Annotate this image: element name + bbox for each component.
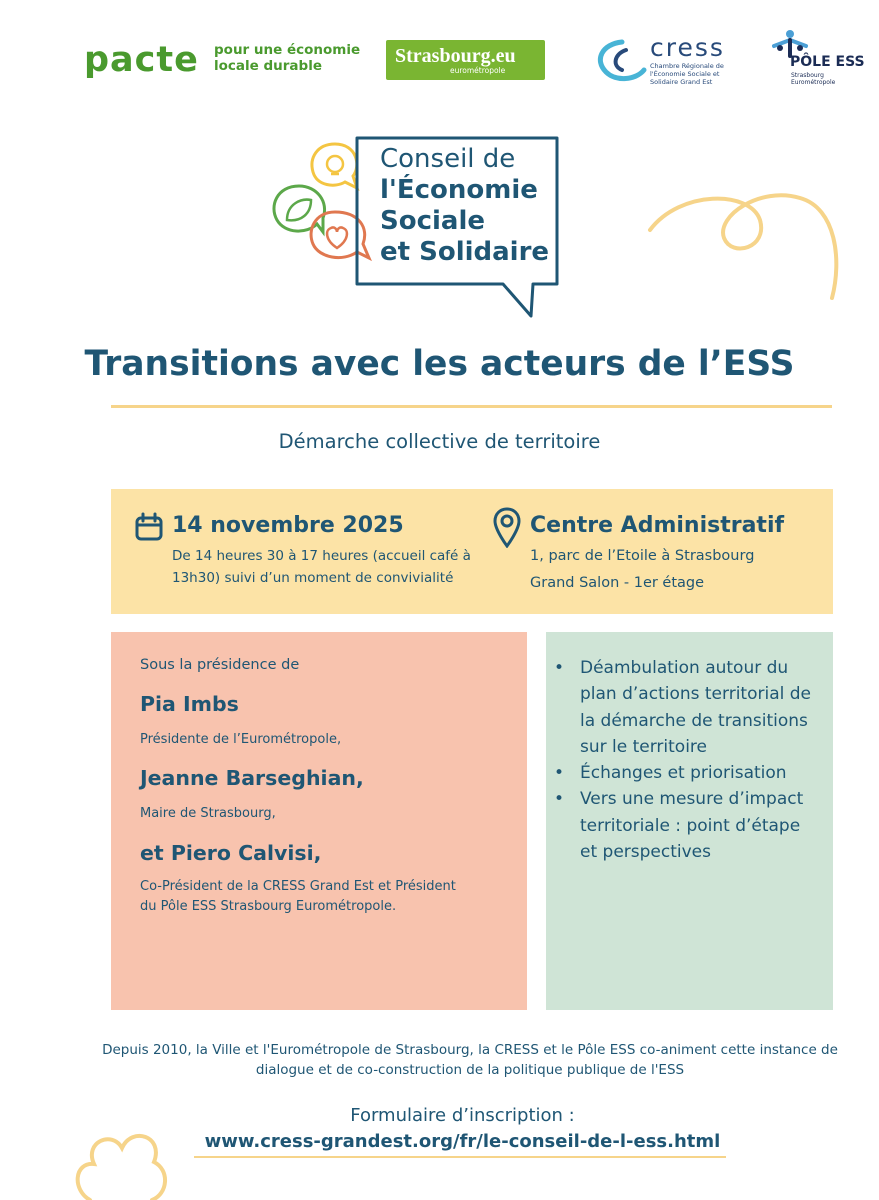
bullet-icon: • — [554, 658, 565, 678]
event-date: 14 novembre 2025 — [172, 513, 404, 538]
council-title — [380, 144, 560, 268]
pole-ess-logo-subtext: Strasbourg Eurométropole — [791, 72, 836, 86]
person-role-3: Co-Président de la CRESS Grand Est et Président du Pôle ESS Strasbourg Eurométropole. — [140, 879, 456, 914]
council-title-line3: Sociale — [380, 206, 486, 236]
strasbourg-logo-subtext: eurométropole — [450, 66, 506, 75]
bullet-icon: • — [554, 789, 565, 810]
cress-swirl-icon — [592, 38, 648, 86]
cress-logo: cress — [650, 33, 725, 62]
footer-description: Depuis 2010, la Ville et l'Eurométropole de Strasbourg, la CRESS et le Pôle ESS co-animent cette instance de dialogue et de co-construction de la politique publique de l'ESS — [102, 1042, 838, 1078]
council-title-line4: et Solidaire — [380, 237, 550, 267]
pole-ess-logo: PÔLE ESS — [790, 54, 865, 70]
event-address: 1, parc de l’Etoile à Strasbourg — [530, 548, 755, 564]
location-pin-icon — [492, 506, 522, 548]
event-place: Centre Administratif — [530, 513, 785, 538]
list-item — [552, 655, 822, 760]
calendar-icon — [134, 512, 164, 542]
event-time-details: De 14 heures 30 à 17 heures (accueil café à 13h30) suivi d’un moment de convivialité — [172, 548, 471, 586]
council-title-line2 — [380, 175, 560, 206]
registration-form-link[interactable]: www.cress-grandest.org/fr/le-conseil-de-l-ess.html — [204, 1131, 721, 1152]
agenda-item-text: Déambulation autour du plan d’actions territorial de la démarche de transitions sur le territoire — [580, 658, 811, 757]
strasbourg-logo-text: Strasbourg.eu — [395, 45, 516, 67]
registration-form-label: Formulaire d’inscription : — [350, 1105, 575, 1126]
council-title-line1: Conseil de — [380, 144, 516, 174]
link-underline — [194, 1156, 726, 1158]
event-room: Grand Salon - 1er étage — [530, 575, 705, 591]
agenda-list — [552, 655, 822, 865]
decorative-swirl-right — [640, 150, 870, 310]
council-title-line2-text: l'Économie — [380, 175, 538, 205]
bullet-icon: • — [554, 763, 565, 784]
person-name-1: Pia Imbs — [140, 692, 239, 716]
person-name-2: Jeanne Barseghian, — [140, 766, 364, 790]
pacte-logo: pacte — [84, 40, 199, 80]
page-title: Transitions avec les acteurs de l’ESS — [84, 344, 795, 384]
title-divider — [111, 405, 832, 408]
person-role-1: Présidente de l’Eurométropole, — [140, 732, 342, 747]
agenda-item-text: Échanges et priorisation — [580, 763, 787, 784]
cress-logo-subtext: Chambre Régionale de l'Économie Sociale et Solidaire Grand Est — [650, 62, 724, 86]
page-subtitle: Démarche collective de territoire — [278, 430, 601, 453]
pacte-tagline: pour une économie locale durable — [214, 42, 361, 74]
list-item — [552, 786, 822, 865]
person-role-2: Maire de Strasbourg, — [140, 806, 276, 821]
person-name-3: et Piero Calvisi, — [140, 841, 322, 865]
presidency-intro: Sous la présidence de — [140, 657, 300, 673]
agenda-item-text: Vers une mesure d’impact territoriale : point d’étape et perspectives — [580, 789, 804, 863]
list-item — [552, 760, 822, 786]
